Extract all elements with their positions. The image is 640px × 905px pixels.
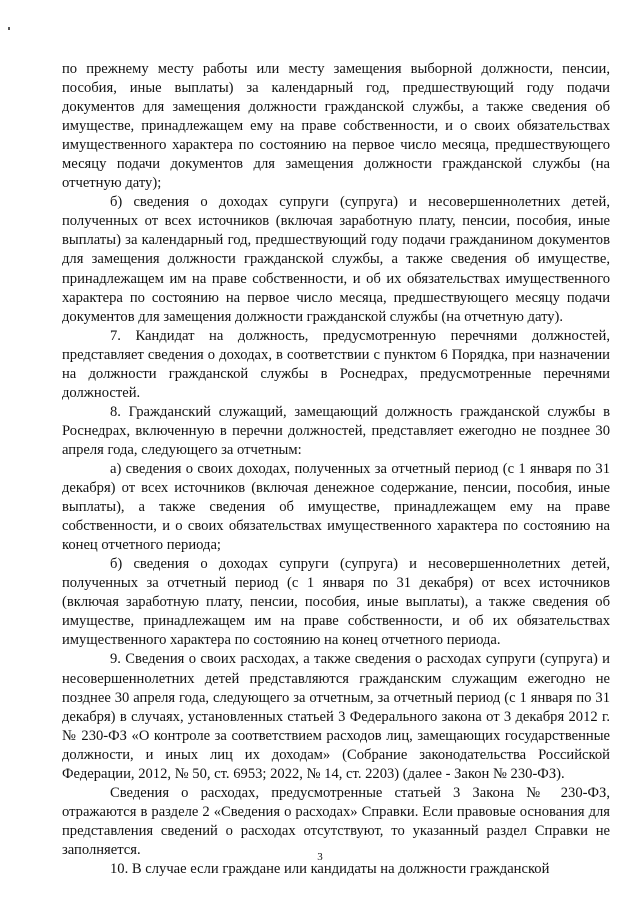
paragraph-9-expenses: Сведения о расходах, предусмотренные статьей 3 Закона № 230-ФЗ, отражаются в разделе 2 «Сведения о расходах» Справки. Если правовые основания для представления сведений о расходах отсутствуют, то указанный раздел Справки не заполняется.	[62, 784, 610, 858]
paragraph-8a: а) сведения о своих доходах, полученных за отчетный период (с 1 января по 31 декабря) от всех источников (включая денежное содержание, пенсии, пособия, иные выплаты), а также сведения об имуществе, принадлежащем ему на праве собственности, и о своих обязательствах имущественного характера по состоянию на конец отчетного периода;	[62, 460, 610, 554]
document-body	[62, 60, 610, 879]
paragraph-8: 8. Гражданский служащий, замещающий должность гражданской службы в Роснедрах, включенную в перечни должностей, представляет ежегодно не позднее 30 апреля года, следующего за отчетным:	[62, 403, 610, 458]
paragraph-10: 10. В случае если граждане или кандидаты на должности гражданской	[110, 860, 550, 877]
paragraph-7: 7. Кандидат на должность, предусмотренную перечнями должностей, представляет сведения о доходах, в соответствии с пунктом 6 Порядка, при назначении на должности гражданской службы в Роснедрах, предусмотренные перечнями должностей.	[62, 327, 610, 401]
scan-artifact	[8, 27, 10, 30]
page-number: 3	[317, 851, 323, 863]
paragraph-6b: б) сведения о доходах супруги (супруга) и несовершеннолетних детей, полученных от всех источников (включая заработную плату, пенсии, пособия, иные выплаты) за календарный год, предшествующий году подачи гражданином документов для замещения должности гражданской службы, а также сведения об имуществе, принадлежащем им на праве собственности, и об их обязательствах имущественного характера по состоянию на первое число месяца, предшествующего месяцу подачи документов для замещения должности гражданской службы (на отчетную дату).	[62, 194, 610, 325]
paragraph-8b: б) сведения о доходах супруги (супруга) и несовершеннолетних детей, полученных за отчетный период (с 1 января по 31 декабря) от всех источников (включая заработную плату, пенсии, пособия, иные выплаты), а также сведения об имуществе, принадлежащем им на праве собственности, и об их обязательствах имущественного характера по состоянию на конец отчетного периода.	[62, 556, 610, 649]
paragraph-9: 9. Сведения о своих расходах, а также сведения о расходах супруги (супруга) и несовершеннолетних детей представляются гражданским служащим ежегодно не позднее 30 апреля года, следующего за отчетным, за отчетный период (с 1 января по 31 декабря) в случаях, установленных статьей 3 Федерального закона от 3 декабря 2012 г. № 230-ФЗ «О контроле за соответствием расходов лиц, замещающих государственные должности, и иных лиц их доходам» (Собрание законодательства Российской Федерации, 2012, № 50, ст. 6953; 2022, № 14, ст. 2203) (далее - Закон № 230-ФЗ).	[62, 651, 610, 782]
paragraph-continuation: по прежнему месту работы или месту замещения выборной должности, пенсии, пособия, иные выплаты) за календарный год, предшествующий году подачи документов для замещения должности гражданской службы, а также сведения об имуществе, принадлежащем ему на праве собственности, и о своих обязательствах имущественного характера по состоянию на первое число месяца, предшествующего месяцу подачи документов для замещения должности гражданской службы (на отчетную дату);	[62, 61, 610, 192]
